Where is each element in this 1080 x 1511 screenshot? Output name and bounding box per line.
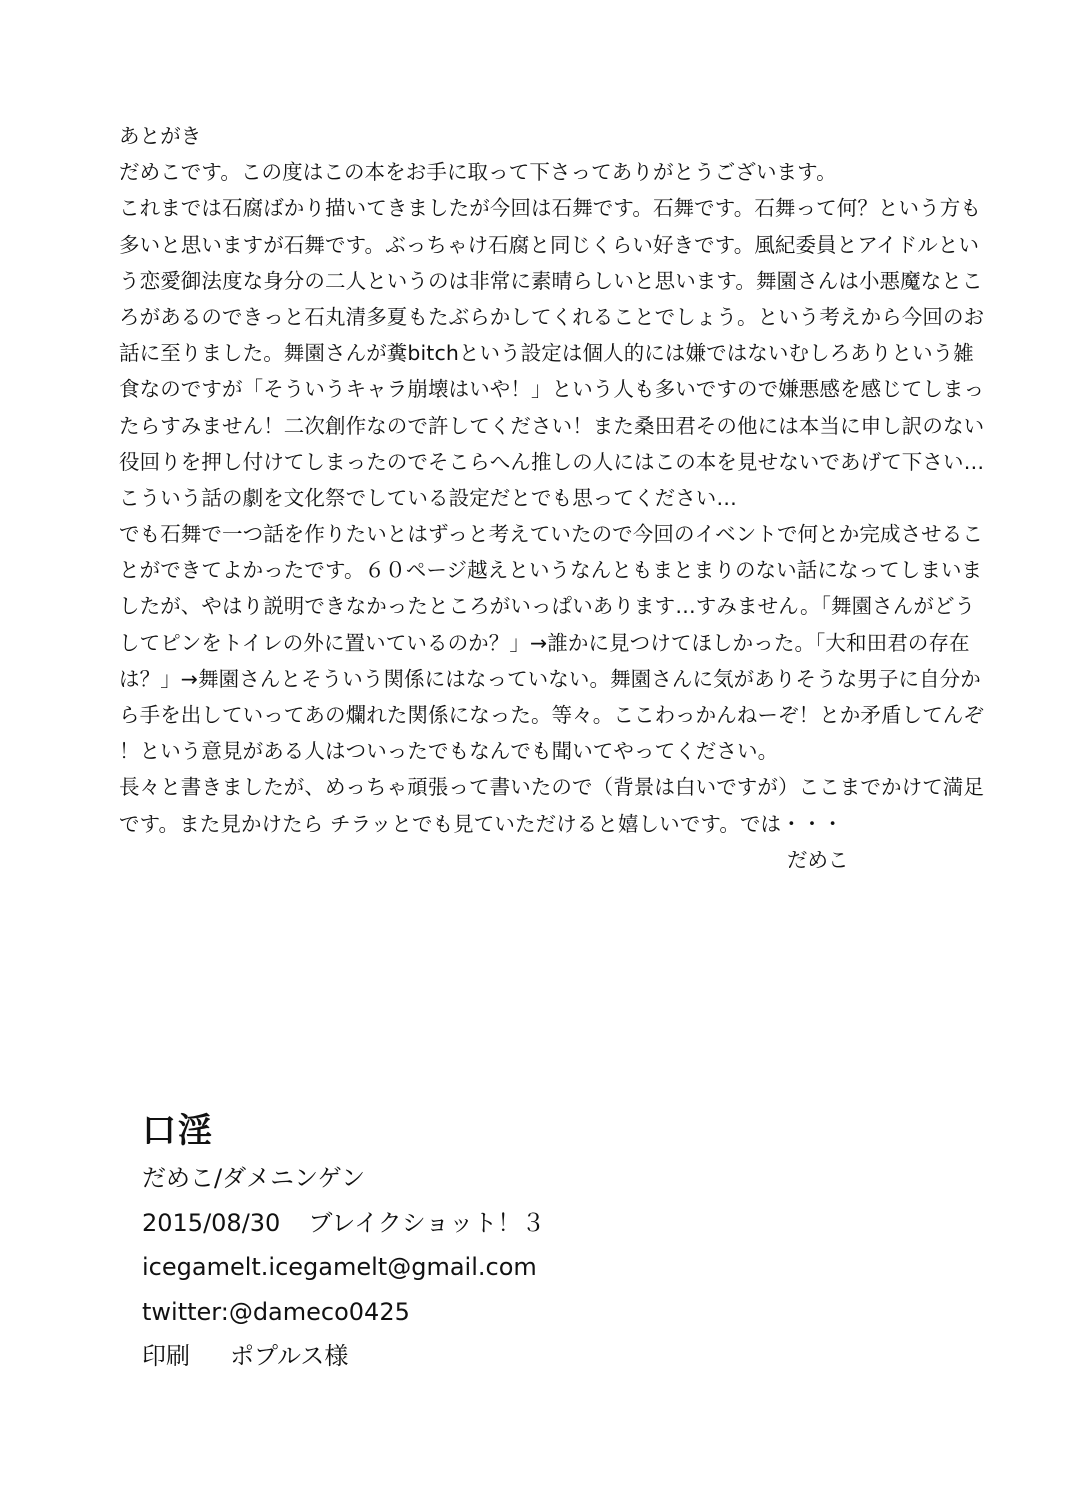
twitter-line: twitter:@dameco0425 bbox=[142, 1297, 410, 1326]
afterword-line: たらすみません！二次創作なので許してください！また桑田君その他には本当に申し訳のない bbox=[119, 413, 985, 438]
afterword-section bbox=[119, 118, 985, 878]
printer-label: 印刷 bbox=[142, 1342, 190, 1370]
afterword-line: これまでは石腐ばかり描いてきましたが今回は石舞です。石舞です。石舞って何？という方も bbox=[119, 196, 981, 221]
afterword-line: ら手を出していってあの爛れた関係になった。等々。ここわっかんねーぞ！とか矛盾してんぞ bbox=[119, 703, 984, 727]
email-line: icegamelt.icegamelt@gmail.com bbox=[142, 1253, 537, 1281]
afterword-heading: あとがき bbox=[119, 124, 202, 148]
publish-date: 2015/08/30 bbox=[142, 1208, 281, 1237]
book-title: 口淫 bbox=[142, 1111, 214, 1151]
colophon-section bbox=[142, 1108, 842, 1379]
afterword-line: だめこです。この度はこの本をお手に取って下さってありがとうございます。 bbox=[119, 160, 837, 185]
afterword-line: 多いと思いますが石舞です。ぶっちゃけ石腐と同じくらい好きです。風紀委員とアイドルとい bbox=[119, 232, 980, 257]
afterword-line: ろがあるのできっと石丸清多夏もたぶらかしてくれることでしょう。という考えから今回のお bbox=[119, 304, 985, 329]
afterword-line: です。また見かけたら チラッとでも見ていただけると嬉しいです。では・・・ bbox=[119, 811, 843, 836]
afterword-line: したが、やはり説明できなかったところがいっぱいあります…すみません。「舞園さんがどう bbox=[119, 594, 976, 619]
printer-line bbox=[142, 1334, 842, 1379]
afterword-line: とができてよかったです。６０ページ越えというなんともまとまりのない話になってしまいま bbox=[119, 558, 983, 583]
afterword-line: でも石舞で一つ話を作りたいとはずっと考えていたので今回のイベントで何とか完成させるこ bbox=[119, 522, 983, 547]
event-line bbox=[142, 1201, 842, 1246]
afterword-line: 長々と書きましたが、めっちゃ頑張って書いたので（背景は白いですが）ここまでかけて満足 bbox=[119, 775, 984, 800]
printer-name: ポプルス様 bbox=[230, 1342, 349, 1370]
afterword-line: う恋愛御法度な身分の二人というのは非常に素晴らしいと思います。舞園さんは小悪魔なとこ bbox=[119, 268, 983, 293]
event-name: ブレイクショット！３ bbox=[308, 1208, 546, 1237]
afterword-line: は？」→舞園さんとそういう関係にはなっていない。舞園さんに気がありそうな男子に自分か bbox=[119, 666, 981, 691]
afterword-line: こういう話の劇を文化祭でしている設定だとでも思ってください… bbox=[119, 485, 737, 510]
afterword-line: 役回りを押し付けてしまったのでそこらへん推しの人にはこの本を見せないであげて下さい… bbox=[119, 449, 985, 474]
author-line: だめこ/ダメニンゲン bbox=[142, 1164, 366, 1192]
afterword-line: 話に至りました。舞園さんが糞bitchという設定は個人的には嫌ではないむしろありという雑 bbox=[119, 341, 974, 366]
afterword-signature: だめこ bbox=[787, 847, 849, 872]
afterword-line: 食なのですが「そういうキャラ崩壊はいや！」という人も多いですので嫌悪感を感じてしまっ bbox=[119, 377, 985, 402]
afterword-line: ！という意見がある人はついったでもなんでも聞いてやってください。 bbox=[119, 739, 779, 764]
afterword-line: してピンをトイレの外に置いているのか？」→誰かに見つけてほしかった。「大和田君の存在 bbox=[119, 630, 970, 655]
